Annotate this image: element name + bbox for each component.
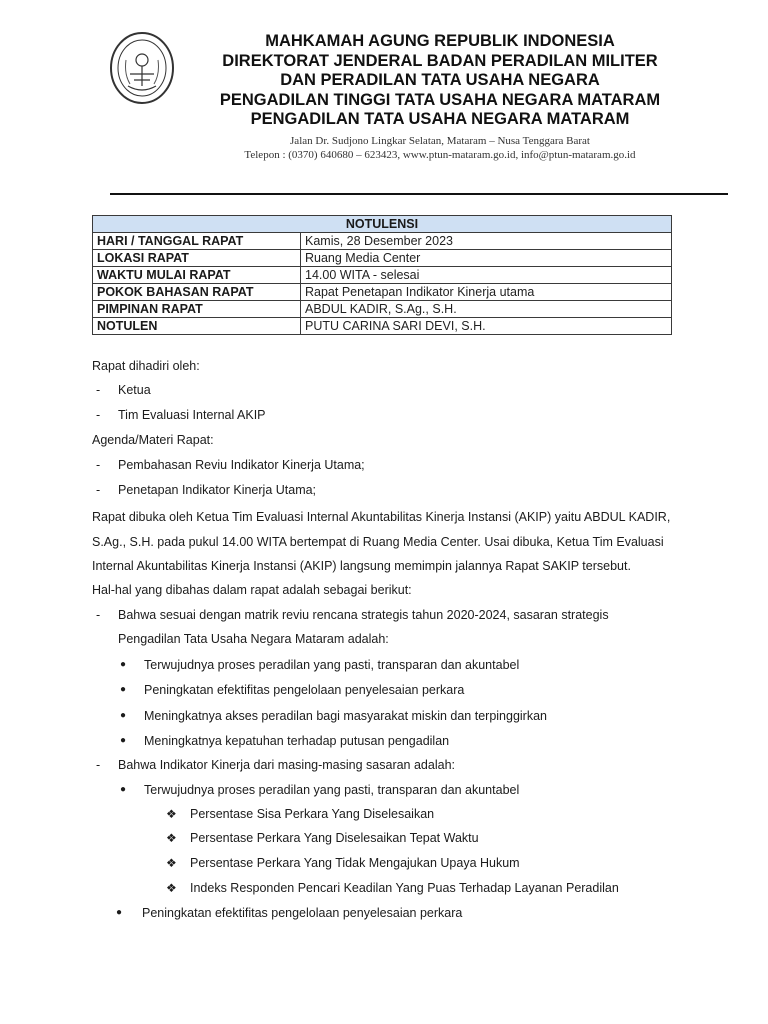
target-item: Peningkatan efektifitas pengelolaan penyelesaian perkara	[144, 683, 465, 697]
indicator-item: Indeks Responden Pencari Keadilan Yang Puas Terhadap Layanan Peradilan	[190, 881, 619, 895]
table-key: NOTULEN	[93, 318, 301, 335]
dash-marker: -	[96, 408, 101, 422]
diamond-bullet-icon: ❖	[166, 881, 177, 895]
bullet-marker: ●	[120, 735, 127, 746]
letterhead-line-1: MAHKAMAH AGUNG REPUBLIK INDONESIA	[265, 32, 615, 50]
letterhead-line-3: DAN PERADILAN TATA USAHA NEGARA	[280, 71, 600, 89]
table-value: PUTU CARINA SARI DEVI, S.H.	[301, 318, 672, 335]
letterhead	[180, 32, 700, 162]
bullet-marker: ●	[120, 710, 127, 721]
table-key: POKOK BAHASAN RAPAT	[93, 284, 301, 301]
bullet-marker: ●	[120, 784, 127, 795]
attendee-item: Ketua	[118, 383, 151, 397]
table-value: Rapat Penetapan Indikator Kinerja utama	[301, 284, 672, 301]
minutes-table	[92, 215, 672, 335]
point-2-line: Bahwa Indikator Kinerja dari masing-masing sasaran adalah:	[118, 758, 455, 772]
target-item: Terwujudnya proses peradilan yang pasti, transparan dan akuntabel	[144, 658, 520, 672]
diamond-bullet-icon: ❖	[166, 807, 177, 821]
table-title: NOTULENSI	[93, 216, 672, 233]
indicator-item: Persentase Sisa Perkara Yang Diselesaikan	[190, 807, 435, 821]
agenda-item: Penetapan Indikator Kinerja Utama;	[118, 483, 317, 497]
target-item: Meningkatnya kepatuhan terhadap putusan pengadilan	[144, 734, 450, 748]
table-value: Kamis, 28 Desember 2023	[301, 233, 672, 250]
table-row	[93, 233, 672, 250]
indicator-item: Persentase Perkara Yang Tidak Mengajukan Upaya Hukum	[190, 856, 520, 870]
table-row	[93, 284, 672, 301]
dash-marker: -	[96, 758, 101, 772]
bullet-marker: ●	[120, 659, 127, 670]
bullet-marker: ●	[116, 907, 123, 918]
point-1-line: Bahwa sesuai dengan matrik reviu rencana strategis tahun 2020-2024, sasaran strategis	[118, 608, 609, 622]
target-a: Terwujudnya proses peradilan yang pasti, transparan dan akuntabel	[144, 783, 520, 797]
letterhead-line-4: PENGADILAN TINGGI TATA USAHA NEGARA MATARAM	[219, 90, 661, 109]
agenda-label: Agenda/Materi Rapat:	[92, 433, 214, 447]
table-row	[93, 301, 672, 318]
letterhead-line-5: PENGADILAN TATA USAHA NEGARA MATARAM	[250, 110, 630, 128]
table-row	[93, 318, 672, 335]
agenda-item: Pembahasan Reviu Indikator Kinerja Utama;	[118, 458, 365, 472]
attendee-item: Tim Evaluasi Internal AKIP	[118, 408, 266, 422]
dash-marker: -	[96, 458, 101, 472]
table-row	[93, 250, 672, 267]
header-divider	[110, 193, 728, 195]
dash-marker: -	[96, 608, 101, 622]
table-row	[93, 267, 672, 284]
table-value: ABDUL KADIR, S.Ag., S.H.	[301, 301, 672, 318]
discussed-label: Hal-hal yang dibahas dalam rapat adalah sebagai berikut:	[92, 583, 412, 597]
letterhead-address: Jalan Dr. Sudjono Lingkar Selatan, Mataram – Nusa Tenggara Barat	[290, 134, 590, 147]
table-value: 14.00 WITA - selesai	[301, 267, 672, 284]
opening-line: Rapat dibuka oleh Ketua Tim Evaluasi Internal Akuntabilitas Kinerja Instansi (AKIP) yaitu ABDUL KADIR,	[92, 510, 671, 524]
opening-line: S.Ag., S.H. pada pukul 14.00 WITA bertempat di Ruang Media Center. Usai dibuka, Ketua Tim Evaluasi	[92, 535, 664, 549]
table-key: WAKTU MULAI RAPAT	[93, 267, 301, 284]
table-value: Ruang Media Center	[301, 250, 672, 267]
table-key: PIMPINAN RAPAT	[93, 301, 301, 318]
point-1-line: Pengadilan Tata Usaha Negara Mataram adalah:	[118, 632, 389, 646]
letterhead-line-2: DIREKTORAT JENDERAL BADAN PERADILAN MILITER	[222, 51, 658, 70]
diamond-bullet-icon: ❖	[166, 856, 177, 870]
indicator-item: Persentase Perkara Yang Diselesaikan Tepat Waktu	[190, 831, 479, 845]
attended-label: Rapat dihadiri oleh:	[92, 359, 200, 373]
target-item: Meningkatnya akses peradilan bagi masyarakat miskin dan terpinggirkan	[144, 709, 547, 723]
court-seal-logo	[108, 30, 176, 106]
diamond-bullet-icon: ❖	[166, 831, 177, 845]
table-key: HARI / TANGGAL RAPAT	[93, 233, 301, 250]
dash-marker: -	[96, 483, 101, 497]
target-b: Peningkatan efektifitas pengelolaan penyelesaian perkara	[142, 906, 463, 920]
dash-marker: -	[96, 383, 101, 397]
opening-line: Internal Akuntabilitas Kinerja Instansi (AKIP) langsung memimpin jalannya Rapat SAKIP tersebut.	[92, 559, 631, 573]
table-key: LOKASI RAPAT	[93, 250, 301, 267]
table-title-row	[93, 216, 672, 233]
letterhead-contact: Telepon : (0370) 640680 – 623423, www.ptun-mataram.go.id, info@ptun-mataram.go.id	[244, 148, 636, 161]
bullet-marker: ●	[120, 684, 127, 695]
